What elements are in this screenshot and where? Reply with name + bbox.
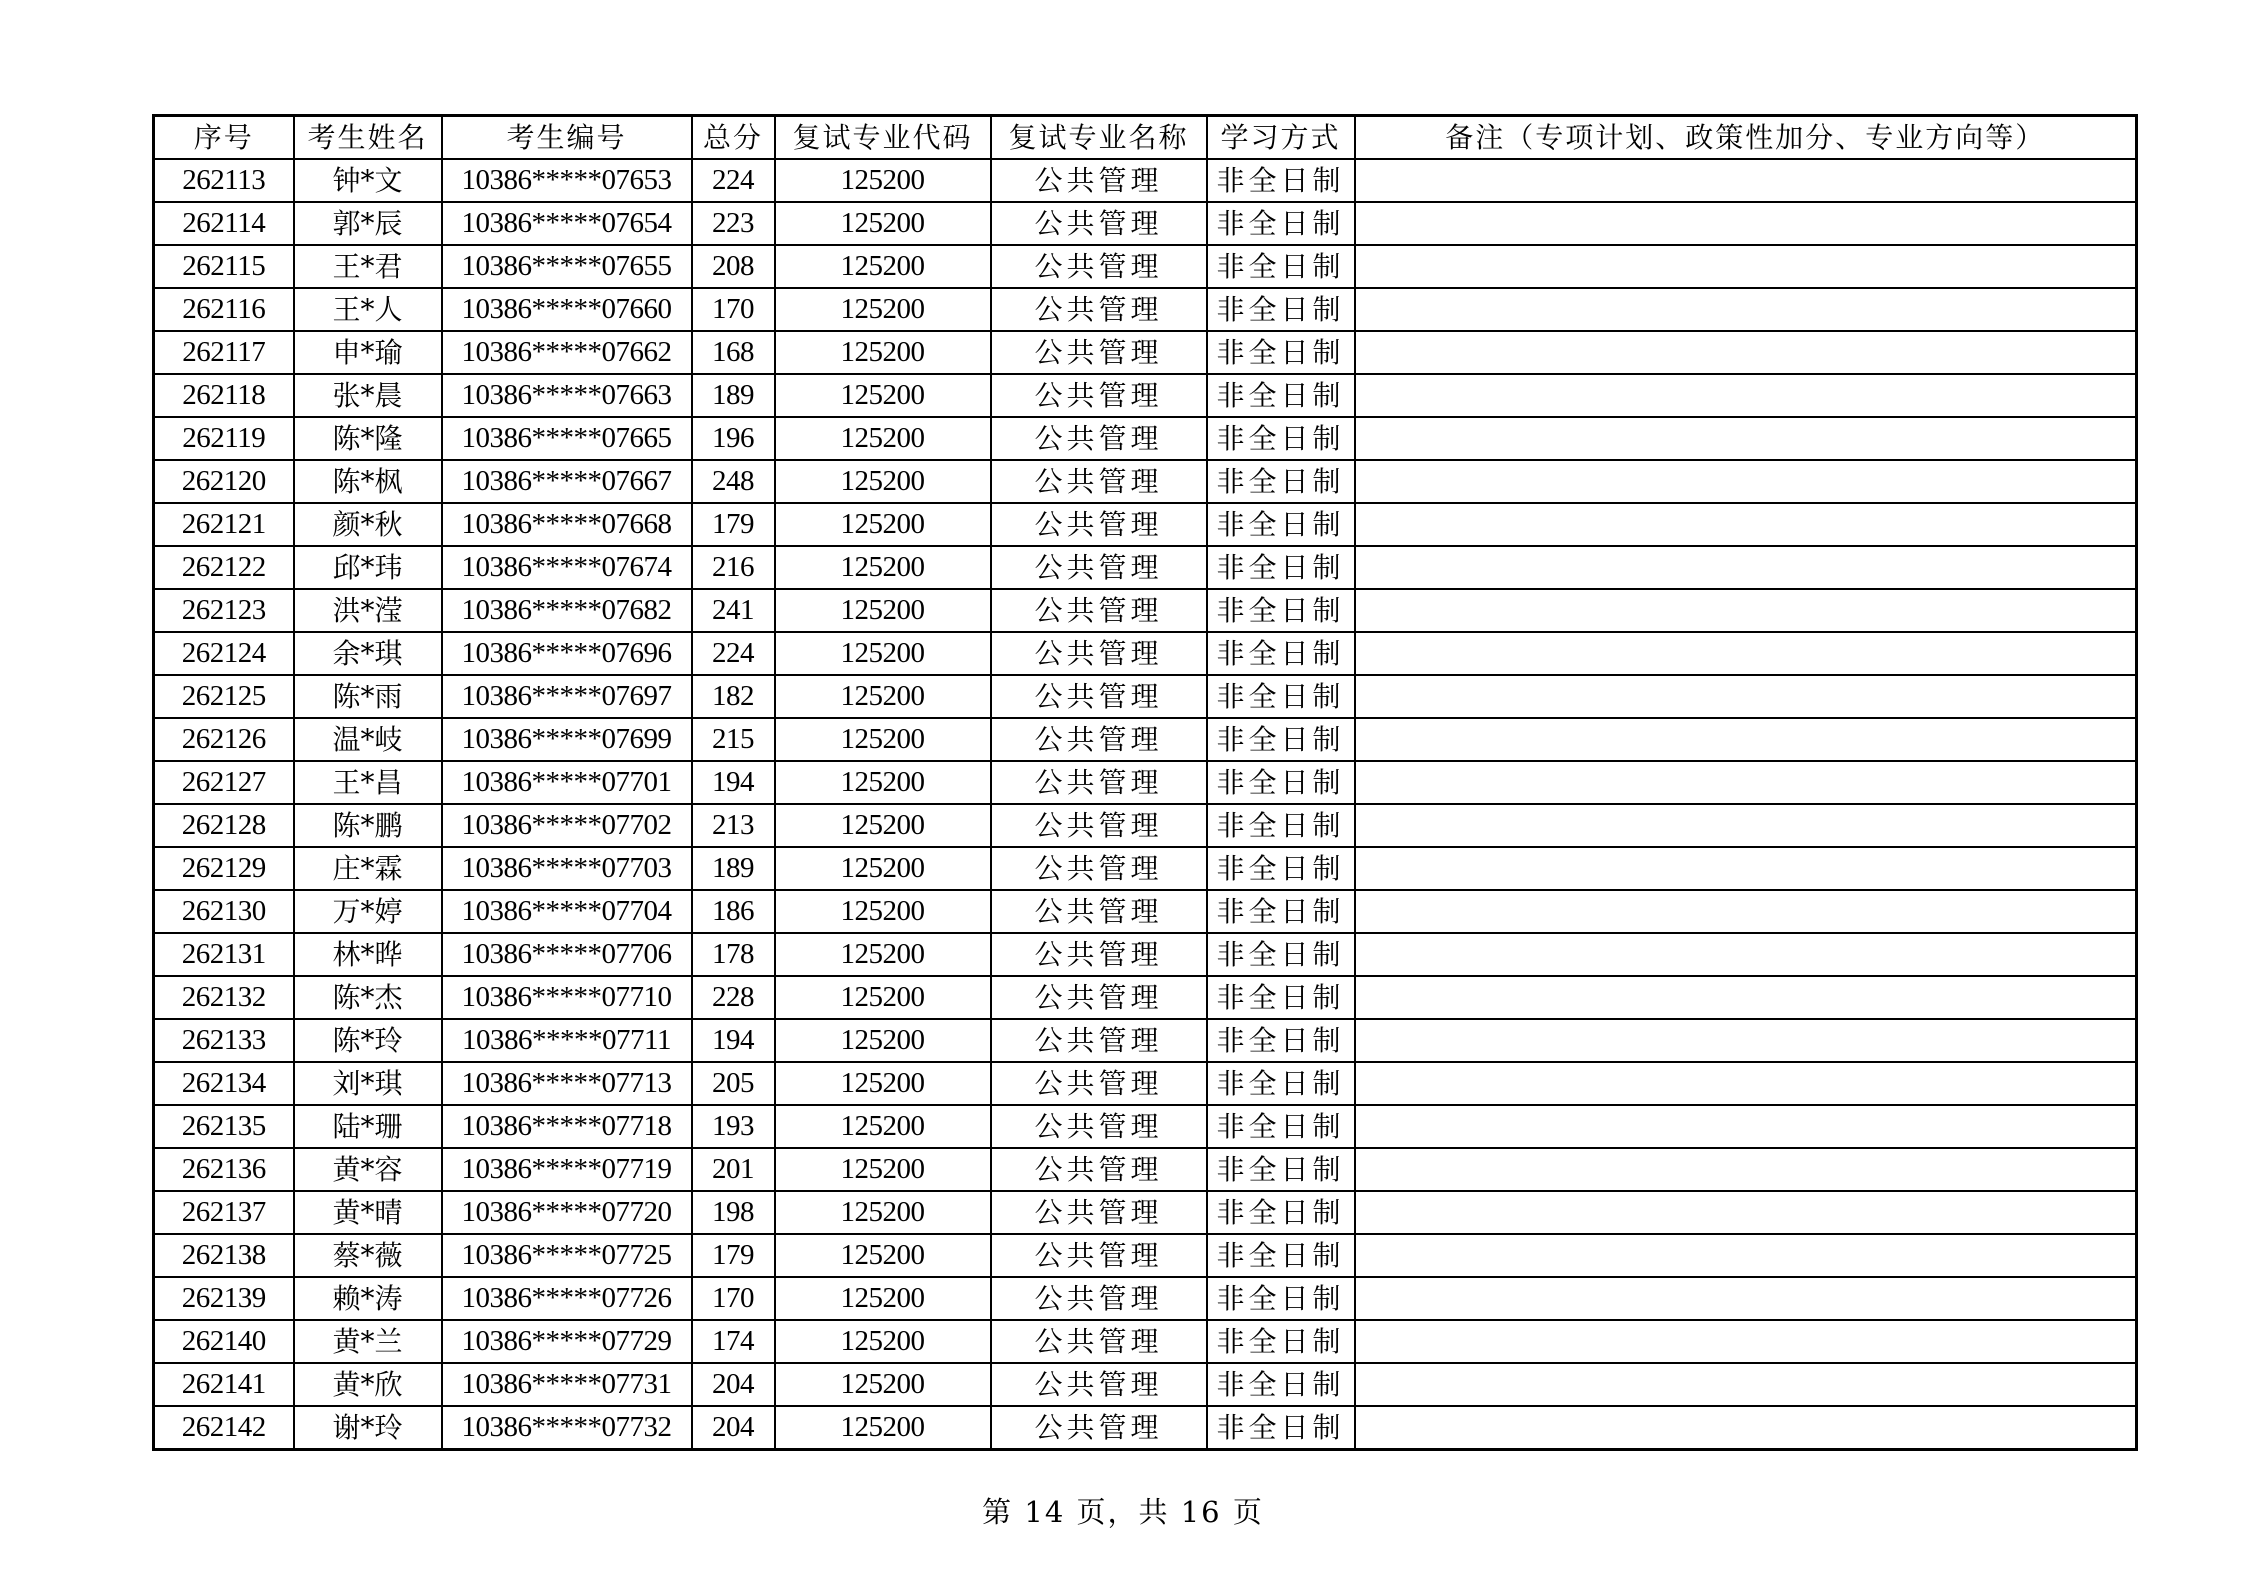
cell-candidate-id: 10386*****07697 [442, 675, 692, 718]
cell-total-score: 179 [692, 503, 775, 546]
cell-total-score: 224 [692, 632, 775, 675]
cell-total-score: 193 [692, 1105, 775, 1148]
cell-major-code: 125200 [775, 1320, 991, 1363]
cell-total-score: 223 [692, 202, 775, 245]
cell-study-mode: 非全日制 [1207, 1191, 1355, 1234]
cell-seq: 262123 [154, 589, 294, 632]
cell-total-score: 241 [692, 589, 775, 632]
cell-remarks [1355, 847, 2137, 890]
cell-major-code: 125200 [775, 1406, 991, 1450]
cell-seq: 262132 [154, 976, 294, 1019]
table-row [154, 1019, 2137, 1062]
cell-total-score: 196 [692, 417, 775, 460]
cell-name: 刘*琪 [294, 1062, 442, 1105]
cell-total-score: 213 [692, 804, 775, 847]
cell-major-code: 125200 [775, 503, 991, 546]
cell-remarks [1355, 1148, 2137, 1191]
cell-candidate-id: 10386*****07701 [442, 761, 692, 804]
cell-seq: 262139 [154, 1277, 294, 1320]
cell-major-code: 125200 [775, 804, 991, 847]
cell-study-mode: 非全日制 [1207, 1105, 1355, 1148]
cell-major-name: 公共管理 [991, 890, 1207, 933]
cell-remarks [1355, 417, 2137, 460]
cell-seq: 262119 [154, 417, 294, 460]
cell-name: 庄*霖 [294, 847, 442, 890]
cell-remarks [1355, 1191, 2137, 1234]
cell-study-mode: 非全日制 [1207, 1234, 1355, 1277]
cell-total-score: 205 [692, 1062, 775, 1105]
cell-major-code: 125200 [775, 331, 991, 374]
cell-name: 王*昌 [294, 761, 442, 804]
cell-study-mode: 非全日制 [1207, 804, 1355, 847]
cell-total-score: 170 [692, 288, 775, 331]
cell-major-name: 公共管理 [991, 1406, 1207, 1450]
cell-name: 陈*雨 [294, 675, 442, 718]
cell-study-mode: 非全日制 [1207, 1148, 1355, 1191]
cell-candidate-id: 10386*****07702 [442, 804, 692, 847]
cell-remarks [1355, 675, 2137, 718]
cell-total-score: 182 [692, 675, 775, 718]
cell-study-mode: 非全日制 [1207, 460, 1355, 503]
cell-major-name: 公共管理 [991, 460, 1207, 503]
cell-major-name: 公共管理 [991, 417, 1207, 460]
cell-candidate-id: 10386*****07732 [442, 1406, 692, 1450]
cell-study-mode: 非全日制 [1207, 503, 1355, 546]
table-row [154, 1406, 2137, 1450]
cell-study-mode: 非全日制 [1207, 1062, 1355, 1105]
table-row [154, 245, 2137, 288]
cell-major-code: 125200 [775, 1105, 991, 1148]
table-row [154, 1062, 2137, 1105]
table-row [154, 976, 2137, 1019]
cell-major-code: 125200 [775, 718, 991, 761]
cell-candidate-id: 10386*****07731 [442, 1363, 692, 1406]
cell-study-mode: 非全日制 [1207, 1363, 1355, 1406]
cell-name: 温*岐 [294, 718, 442, 761]
cell-total-score: 248 [692, 460, 775, 503]
header-major-code: 复试专业代码 [775, 116, 991, 160]
table-row [154, 288, 2137, 331]
cell-study-mode: 非全日制 [1207, 589, 1355, 632]
cell-total-score: 194 [692, 1019, 775, 1062]
cell-seq: 262142 [154, 1406, 294, 1450]
cell-study-mode: 非全日制 [1207, 159, 1355, 202]
cell-seq: 262125 [154, 675, 294, 718]
cell-total-score: 189 [692, 374, 775, 417]
cell-major-code: 125200 [775, 417, 991, 460]
cell-candidate-id: 10386*****07696 [442, 632, 692, 675]
candidate-table [152, 114, 2138, 1451]
table-row [154, 417, 2137, 460]
cell-remarks [1355, 1105, 2137, 1148]
cell-major-name: 公共管理 [991, 847, 1207, 890]
cell-remarks [1355, 1363, 2137, 1406]
cell-seq: 262124 [154, 632, 294, 675]
cell-seq: 262136 [154, 1148, 294, 1191]
cell-major-name: 公共管理 [991, 202, 1207, 245]
cell-major-name: 公共管理 [991, 1363, 1207, 1406]
cell-total-score: 186 [692, 890, 775, 933]
cell-remarks [1355, 245, 2137, 288]
cell-name: 黄*欣 [294, 1363, 442, 1406]
cell-name: 王*人 [294, 288, 442, 331]
cell-candidate-id: 10386*****07729 [442, 1320, 692, 1363]
cell-major-code: 125200 [775, 1019, 991, 1062]
cell-major-code: 125200 [775, 1062, 991, 1105]
cell-seq: 262128 [154, 804, 294, 847]
cell-study-mode: 非全日制 [1207, 546, 1355, 589]
cell-seq: 262122 [154, 546, 294, 589]
cell-total-score: 201 [692, 1148, 775, 1191]
cell-study-mode: 非全日制 [1207, 1019, 1355, 1062]
cell-total-score: 204 [692, 1406, 775, 1450]
cell-remarks [1355, 976, 2137, 1019]
header-seq: 序号 [154, 116, 294, 160]
cell-major-code: 125200 [775, 933, 991, 976]
cell-remarks [1355, 331, 2137, 374]
cell-candidate-id: 10386*****07703 [442, 847, 692, 890]
cell-major-code: 125200 [775, 460, 991, 503]
cell-candidate-id: 10386*****07668 [442, 503, 692, 546]
cell-remarks [1355, 288, 2137, 331]
cell-candidate-id: 10386*****07667 [442, 460, 692, 503]
cell-major-code: 125200 [775, 976, 991, 1019]
cell-seq: 262137 [154, 1191, 294, 1234]
table-row [154, 847, 2137, 890]
cell-total-score: 189 [692, 847, 775, 890]
cell-seq: 262133 [154, 1019, 294, 1062]
cell-major-name: 公共管理 [991, 374, 1207, 417]
cell-study-mode: 非全日制 [1207, 632, 1355, 675]
table-row [154, 1234, 2137, 1277]
cell-total-score: 198 [692, 1191, 775, 1234]
table-row [154, 202, 2137, 245]
cell-study-mode: 非全日制 [1207, 331, 1355, 374]
cell-name: 黄*容 [294, 1148, 442, 1191]
cell-remarks [1355, 1406, 2137, 1450]
cell-major-code: 125200 [775, 1234, 991, 1277]
page-number: 第 14 页，共 16 页 [982, 1495, 1264, 1529]
table-row [154, 675, 2137, 718]
cell-seq: 262135 [154, 1105, 294, 1148]
cell-remarks [1355, 374, 2137, 417]
cell-major-name: 公共管理 [991, 589, 1207, 632]
cell-candidate-id: 10386*****07662 [442, 331, 692, 374]
cell-total-score: 204 [692, 1363, 775, 1406]
table-row [154, 1363, 2137, 1406]
cell-remarks [1355, 718, 2137, 761]
cell-seq: 262127 [154, 761, 294, 804]
header-name: 考生姓名 [294, 116, 442, 160]
cell-seq: 262134 [154, 1062, 294, 1105]
cell-candidate-id: 10386*****07665 [442, 417, 692, 460]
cell-study-mode: 非全日制 [1207, 1320, 1355, 1363]
cell-candidate-id: 10386*****07706 [442, 933, 692, 976]
cell-major-name: 公共管理 [991, 718, 1207, 761]
cell-name: 万*婷 [294, 890, 442, 933]
cell-major-code: 125200 [775, 288, 991, 331]
cell-total-score: 170 [692, 1277, 775, 1320]
cell-name: 陈*枫 [294, 460, 442, 503]
cell-name: 陆*珊 [294, 1105, 442, 1148]
cell-name: 申*瑜 [294, 331, 442, 374]
table-row [154, 159, 2137, 202]
cell-study-mode: 非全日制 [1207, 933, 1355, 976]
cell-remarks [1355, 503, 2137, 546]
cell-name: 黄*兰 [294, 1320, 442, 1363]
table-row [154, 546, 2137, 589]
cell-name: 陈*隆 [294, 417, 442, 460]
header-study-mode: 学习方式 [1207, 116, 1355, 160]
cell-major-code: 125200 [775, 847, 991, 890]
cell-name: 黄*晴 [294, 1191, 442, 1234]
cell-remarks [1355, 460, 2137, 503]
cell-total-score: 216 [692, 546, 775, 589]
cell-major-code: 125200 [775, 761, 991, 804]
cell-major-name: 公共管理 [991, 675, 1207, 718]
cell-name: 蔡*薇 [294, 1234, 442, 1277]
cell-total-score: 179 [692, 1234, 775, 1277]
cell-major-name: 公共管理 [991, 546, 1207, 589]
cell-remarks [1355, 933, 2137, 976]
cell-seq: 262141 [154, 1363, 294, 1406]
cell-remarks [1355, 589, 2137, 632]
table-row [154, 1277, 2137, 1320]
cell-name: 邱*玮 [294, 546, 442, 589]
cell-name: 陈*鹏 [294, 804, 442, 847]
cell-major-name: 公共管理 [991, 1105, 1207, 1148]
table-header [154, 116, 2137, 160]
table-row [154, 331, 2137, 374]
cell-total-score: 228 [692, 976, 775, 1019]
cell-major-name: 公共管理 [991, 976, 1207, 1019]
cell-remarks [1355, 1320, 2137, 1363]
cell-major-code: 125200 [775, 1191, 991, 1234]
cell-candidate-id: 10386*****07663 [442, 374, 692, 417]
cell-total-score: 224 [692, 159, 775, 202]
cell-study-mode: 非全日制 [1207, 374, 1355, 417]
cell-total-score: 178 [692, 933, 775, 976]
cell-name: 陈*玲 [294, 1019, 442, 1062]
table-row [154, 503, 2137, 546]
cell-study-mode: 非全日制 [1207, 890, 1355, 933]
cell-candidate-id: 10386*****07718 [442, 1105, 692, 1148]
cell-major-name: 公共管理 [991, 1234, 1207, 1277]
cell-major-code: 125200 [775, 1277, 991, 1320]
cell-study-mode: 非全日制 [1207, 976, 1355, 1019]
table-row [154, 804, 2137, 847]
cell-study-mode: 非全日制 [1207, 288, 1355, 331]
cell-remarks [1355, 1277, 2137, 1320]
cell-seq: 262140 [154, 1320, 294, 1363]
table-row [154, 632, 2137, 675]
table-row [154, 718, 2137, 761]
table-row [154, 374, 2137, 417]
cell-candidate-id: 10386*****07719 [442, 1148, 692, 1191]
table-row [154, 460, 2137, 503]
cell-total-score: 168 [692, 331, 775, 374]
cell-remarks [1355, 202, 2137, 245]
cell-remarks [1355, 159, 2137, 202]
cell-major-name: 公共管理 [991, 331, 1207, 374]
cell-total-score: 174 [692, 1320, 775, 1363]
cell-seq: 262126 [154, 718, 294, 761]
cell-seq: 262117 [154, 331, 294, 374]
cell-major-name: 公共管理 [991, 503, 1207, 546]
cell-major-code: 125200 [775, 589, 991, 632]
cell-seq: 262118 [154, 374, 294, 417]
table-row [154, 1148, 2137, 1191]
cell-major-name: 公共管理 [991, 761, 1207, 804]
cell-candidate-id: 10386*****07654 [442, 202, 692, 245]
cell-seq: 262138 [154, 1234, 294, 1277]
cell-seq: 262115 [154, 245, 294, 288]
cell-total-score: 208 [692, 245, 775, 288]
cell-remarks [1355, 804, 2137, 847]
cell-major-name: 公共管理 [991, 1277, 1207, 1320]
table-row [154, 890, 2137, 933]
cell-name: 赖*涛 [294, 1277, 442, 1320]
cell-remarks [1355, 546, 2137, 589]
cell-major-code: 125200 [775, 546, 991, 589]
cell-candidate-id: 10386*****07711 [442, 1019, 692, 1062]
table-row [154, 933, 2137, 976]
cell-major-name: 公共管理 [991, 804, 1207, 847]
header-candidate-id: 考生编号 [442, 116, 692, 160]
cell-seq: 262120 [154, 460, 294, 503]
cell-major-name: 公共管理 [991, 245, 1207, 288]
cell-name: 王*君 [294, 245, 442, 288]
cell-study-mode: 非全日制 [1207, 847, 1355, 890]
cell-study-mode: 非全日制 [1207, 1277, 1355, 1320]
table-row [154, 589, 2137, 632]
cell-candidate-id: 10386*****07682 [442, 589, 692, 632]
cell-name: 洪*滢 [294, 589, 442, 632]
cell-remarks [1355, 1234, 2137, 1277]
cell-candidate-id: 10386*****07655 [442, 245, 692, 288]
cell-major-code: 125200 [775, 632, 991, 675]
cell-study-mode: 非全日制 [1207, 417, 1355, 460]
cell-seq: 262114 [154, 202, 294, 245]
cell-seq: 262121 [154, 503, 294, 546]
header-total-score: 总分 [692, 116, 775, 160]
cell-seq: 262131 [154, 933, 294, 976]
cell-major-name: 公共管理 [991, 159, 1207, 202]
cell-major-code: 125200 [775, 1363, 991, 1406]
cell-remarks [1355, 761, 2137, 804]
cell-major-name: 公共管理 [991, 632, 1207, 675]
cell-study-mode: 非全日制 [1207, 1406, 1355, 1450]
cell-name: 郭*辰 [294, 202, 442, 245]
cell-candidate-id: 10386*****07726 [442, 1277, 692, 1320]
cell-study-mode: 非全日制 [1207, 202, 1355, 245]
table-row [154, 1191, 2137, 1234]
cell-total-score: 194 [692, 761, 775, 804]
cell-candidate-id: 10386*****07720 [442, 1191, 692, 1234]
table-body [154, 159, 2137, 1450]
cell-major-name: 公共管理 [991, 933, 1207, 976]
cell-seq: 262130 [154, 890, 294, 933]
cell-major-code: 125200 [775, 374, 991, 417]
table-row [154, 1320, 2137, 1363]
cell-candidate-id: 10386*****07704 [442, 890, 692, 933]
cell-candidate-id: 10386*****07713 [442, 1062, 692, 1105]
cell-name: 颜*秋 [294, 503, 442, 546]
cell-major-name: 公共管理 [991, 1062, 1207, 1105]
cell-total-score: 215 [692, 718, 775, 761]
cell-study-mode: 非全日制 [1207, 718, 1355, 761]
cell-remarks [1355, 1062, 2137, 1105]
cell-name: 余*琪 [294, 632, 442, 675]
candidate-table-container [152, 114, 2138, 1451]
table-row [154, 761, 2137, 804]
cell-remarks [1355, 1019, 2137, 1062]
table-row [154, 1105, 2137, 1148]
cell-name: 钟*文 [294, 159, 442, 202]
cell-remarks [1355, 632, 2137, 675]
cell-candidate-id: 10386*****07699 [442, 718, 692, 761]
cell-seq: 262113 [154, 159, 294, 202]
cell-study-mode: 非全日制 [1207, 761, 1355, 804]
cell-seq: 262116 [154, 288, 294, 331]
cell-name: 张*晨 [294, 374, 442, 417]
cell-major-code: 125200 [775, 890, 991, 933]
cell-major-code: 125200 [775, 1148, 991, 1191]
cell-candidate-id: 10386*****07660 [442, 288, 692, 331]
cell-seq: 262129 [154, 847, 294, 890]
cell-major-name: 公共管理 [991, 1148, 1207, 1191]
cell-major-code: 125200 [775, 202, 991, 245]
header-row [154, 116, 2137, 160]
cell-candidate-id: 10386*****07674 [442, 546, 692, 589]
cell-major-code: 125200 [775, 675, 991, 718]
cell-name: 陈*杰 [294, 976, 442, 1019]
cell-candidate-id: 10386*****07725 [442, 1234, 692, 1277]
cell-major-code: 125200 [775, 245, 991, 288]
cell-major-name: 公共管理 [991, 288, 1207, 331]
cell-candidate-id: 10386*****07653 [442, 159, 692, 202]
cell-major-code: 125200 [775, 159, 991, 202]
cell-name: 林*晔 [294, 933, 442, 976]
cell-major-name: 公共管理 [991, 1320, 1207, 1363]
cell-candidate-id: 10386*****07710 [442, 976, 692, 1019]
cell-study-mode: 非全日制 [1207, 675, 1355, 718]
cell-study-mode: 非全日制 [1207, 245, 1355, 288]
cell-remarks [1355, 890, 2137, 933]
header-major-name: 复试专业名称 [991, 116, 1207, 160]
cell-major-name: 公共管理 [991, 1191, 1207, 1234]
header-remarks: 备注（专项计划、政策性加分、专业方向等） [1355, 116, 2137, 160]
cell-name: 谢*玲 [294, 1406, 442, 1450]
cell-major-name: 公共管理 [991, 1019, 1207, 1062]
